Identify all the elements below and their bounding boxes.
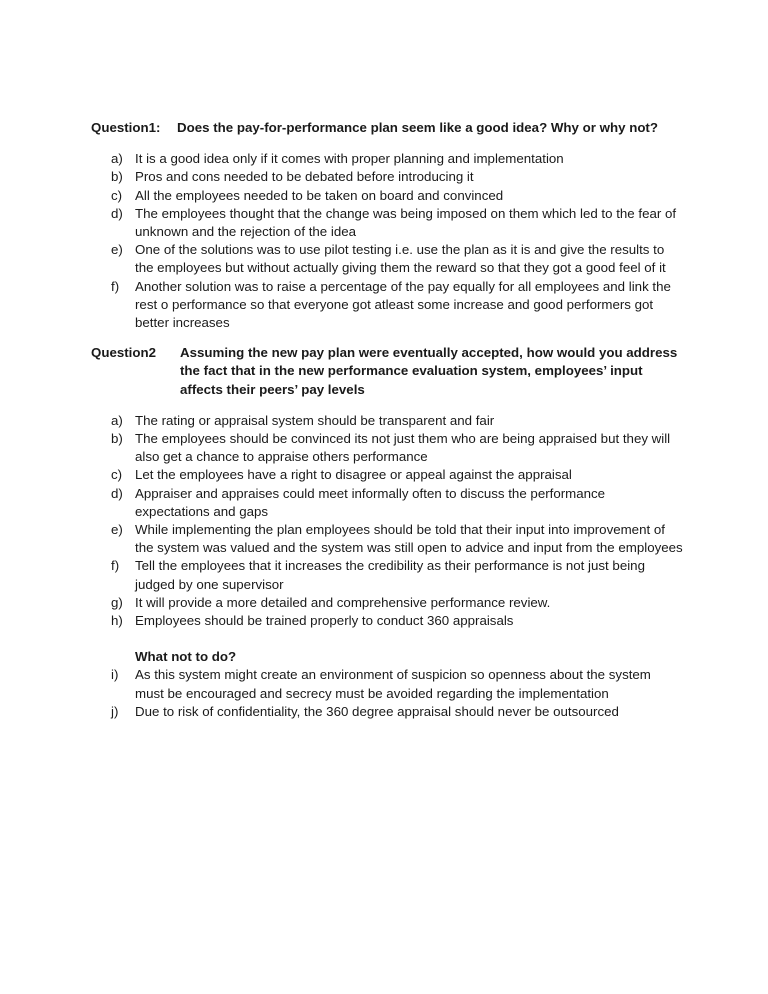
- list-item-text: The rating or appraisal system should be transparent and fair: [135, 412, 495, 428]
- list-item-text: It will provide a more detailed and comprehensive performance review.: [135, 594, 551, 610]
- list-item: [91, 466, 683, 484]
- list-item: [91, 666, 683, 702]
- list-item: [91, 557, 683, 593]
- question-2-text: Assuming the new pay plan were eventually accepted, how would you address the fact that in the new performance evaluation system, employees’ input affects their peers’ pay levels: [180, 345, 678, 397]
- list-item-text: Another solution was to raise a percentage of the pay equally for all employees and link the rest o performance so that everyone got atleast some increase and good performers got better increases: [135, 278, 671, 331]
- list-item-text: The employees thought that the change was being imposed on them which led to the fear of unknown and the rejection of the idea: [135, 205, 677, 240]
- list-marker: b): [111, 169, 123, 185]
- list-item-text: Let the employees have a right to disagree or appeal against the appraisal: [135, 467, 572, 483]
- list-marker: b): [111, 431, 123, 447]
- list-item-text: Tell the employees that it increases the credibility as their performance is not just being judged by one supervisor: [135, 558, 645, 592]
- list-item-text: Pros and cons needed to be debated before introducing it: [135, 169, 474, 185]
- list-item: [91, 430, 683, 466]
- list-marker: h): [111, 613, 123, 629]
- list-marker: c): [111, 467, 123, 483]
- list-marker: a): [111, 151, 123, 167]
- question-1-text: Does the pay-for-performance plan seem like a good idea? Why or why not?: [177, 120, 658, 135]
- list-item: [91, 485, 683, 521]
- list-item: [91, 412, 683, 430]
- question-1-answers: [91, 150, 683, 332]
- list-item: [91, 150, 683, 168]
- list-item-text: All the employees needed to be taken on board and convinced: [135, 187, 504, 203]
- list-item-text: Employees should be trained properly to conduct 360 appraisals: [135, 613, 514, 629]
- question-1-label: Question1:: [91, 120, 161, 135]
- question-2-answers: [91, 412, 683, 630]
- list-marker: f): [111, 558, 120, 574]
- list-marker: e): [111, 522, 123, 538]
- list-item: [91, 168, 683, 186]
- list-item-text: Appraiser and appraises could meet informally often to discuss the performance expectations and gaps: [135, 485, 606, 519]
- list-item: [91, 278, 683, 333]
- list-marker: i): [111, 667, 119, 683]
- list-item-text: While implementing the plan employees should be told that their input into improvement of the system was valued and the system was still open to advice and input from the employees: [135, 522, 683, 556]
- list-item: [91, 205, 683, 241]
- list-marker: g): [111, 594, 123, 610]
- list-item-text: The employees should be convinced its not just them who are being appraised but they will also get a chance to appraise others performance: [135, 431, 671, 465]
- what-not-to-do-list: [91, 666, 683, 721]
- question-2-heading: [91, 344, 683, 399]
- list-marker: d): [111, 205, 123, 221]
- question-1-heading: [91, 119, 683, 137]
- list-item: [91, 612, 683, 630]
- question-2-label: Question2: [91, 345, 157, 361]
- list-item-text: It is a good idea only if it comes with proper planning and implementation: [135, 151, 564, 167]
- list-item-text: As this system might create an environment of suspicion so openness about the system must be encouraged and secrecy must be avoided regarding the implementation: [135, 667, 651, 701]
- list-item: [91, 521, 683, 557]
- list-item: [91, 187, 683, 205]
- list-marker: j): [111, 703, 119, 719]
- list-marker: d): [111, 485, 123, 501]
- list-marker: f): [111, 278, 120, 294]
- document-page: [91, 119, 683, 721]
- list-marker: a): [111, 412, 123, 428]
- list-item-text: Due to risk of confidentiality, the 360 degree appraisal should never be outsourced: [135, 703, 619, 719]
- list-marker: c): [111, 187, 123, 203]
- what-not-to-do-heading: What not to do?: [135, 649, 237, 665]
- list-item: [91, 594, 683, 612]
- list-item: [91, 703, 683, 721]
- list-item: [91, 241, 683, 277]
- list-marker: e): [111, 242, 123, 258]
- list-item-text: One of the solutions was to use pilot testing i.e. use the plan as it is and give the results to the employees but without actually giving them the reward so that they got a good feel of it: [135, 242, 666, 276]
